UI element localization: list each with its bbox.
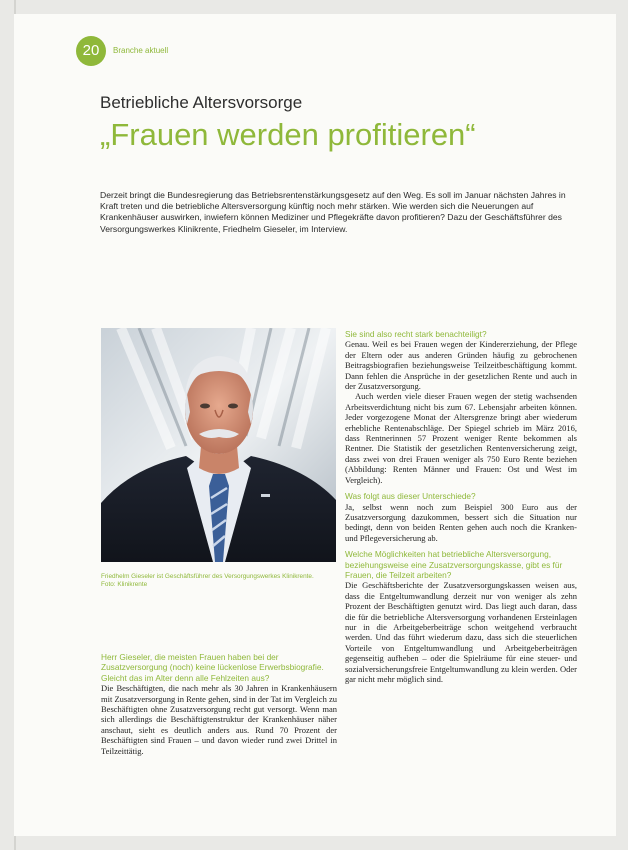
interview-question: Welche Möglichkeiten hat betriebliche Altersversorgung, beziehungsweise eine Zusatzversorgungskasse, gibt es für Frauen, die Teilzeit arbeiten?	[345, 549, 563, 580]
interview-question: Was folgt aus dieser Unterschiede?	[345, 491, 476, 502]
photo-caption	[101, 573, 336, 589]
interview-block	[345, 329, 577, 485]
interview-column-left	[101, 652, 337, 762]
caption-text: Friedhelm Gieseler ist Geschäftsführer des Versorgungswerkes Klinikrente.	[101, 573, 314, 580]
interview-block	[345, 549, 577, 684]
interview-question: Sie sind also recht stark benachteiligt?	[345, 329, 487, 339]
interview-answer: Die Geschäftsberichte der Zusatzversorgungskassen weisen aus, dass die Entgeltumwandlung derzeit nur von weniger als zehn Prozent der Beschäftigten genutzt wird. Das liegt auch daran, dass die für die betriebliche Altersversorgung vorhandenen Ersteinlagen nur in die Arbeitgeberbeiträge schon weitgehend verbraucht werden. Und das führt wiederum dazu, dass sich die steuerlichen Vorteile von Entgeltumwandlung und Arbeitgeberbeiträgen gegenseitig aufheben – oder die Spielräume für eine steuer- und sozialversicherungsfreie Entgeltumwandlung zu klein werden. Oder gar nicht mehr möglich sind.	[345, 580, 577, 684]
interview-block	[101, 652, 337, 756]
interview-column-right	[345, 329, 577, 690]
portrait-illustration	[101, 328, 336, 562]
section-running-head: Branche aktuell	[113, 46, 169, 55]
interview-block	[345, 491, 577, 543]
interview-answer-continued: Auch werden viele dieser Frauen wegen der stetig wachsenden Arbeitsverdichtung nicht bis zum 67. Lebensjahr arbeiten können. Jeder vorgezogene Monat der Altersgrenze bringt aber wiederum erhebliche Rentenabschläge. Der Spiegel schrieb im März 2016, dass Rentnerinnen 57 Prozent weniger Rente bekommen als Rentner. Die Statistik der gesetzlichen Rentenversicherung zeigt, dass zwei von drei Frauen weniger als 750 Euro Rente beziehen (Abbildung: Renten Männer und Frauen: Ost und West im Vergleich).	[345, 391, 577, 485]
caption-credit: Foto: Klinikrente	[101, 581, 148, 588]
intro-text: Derzeit bringt die Bundesregierung das Betriebsrentenstärkungsgesetz auf den Weg. Es soll im Januar nächsten Jahres in Kraft treten und die betriebliche Altersversorgung künftig noch mehr stärken. Wie werden sich die Neuerungen auf Krankenhäuser auswirken, inwiefern können Mediziner und Pflegekräfte davon profitieren? Dazu der Geschäftsführer des Versorgungswerkes Klinikrente, Friedhelm Gieseler, im Interview.	[100, 190, 566, 234]
interview-answer: Ja, selbst wenn noch zum Beispiel 300 Euro aus der Zusatzversorgung dazukommen, bessert sich die Situation nur bedingt, denn von beiden Renten gehen auch noch die Kranken- und Pflegeversicherung ab.	[345, 501, 577, 543]
article-headline: „Frauen werden profitieren“	[100, 117, 476, 152]
interview-answer: Die Beschäftigten, die nach mehr als 30 Jahren in Krankenhäusern mit Zusatzversorgung in Rente gehen, sind in der Tat im Vergleich zu Beschäftigten ohne Zusatzversorgung recht gut versorgt. Wenn man sich allerdings die Beschäftigtenstruktur der Krankenhäuser näher anschaut, sieht es deutlich anders aus. Rund 70 Prozent der Beschäftigten sind Frauen – und davon wieder rund zwei Drittel in Teilzeittätig.	[101, 683, 337, 756]
page-number-badge: 20	[76, 36, 106, 66]
portrait-photo	[101, 328, 336, 562]
interview-question: Herr Gieseler, die meisten Frauen haben bei der Zusatzversorgung (noch) keine lückenlose Erwerbsbiografie. Gleicht das im Alter denn alle Fehlzeiten aus?	[101, 652, 324, 683]
article-kicker: Betriebliche Altersvorsorge	[100, 93, 303, 112]
article-intro	[100, 190, 570, 235]
interview-answer: Genau. Weil es bei Frauen wegen der Kindererziehung, der Pflege der Eltern oder aus anderen Gründen häufig zu gebrochenen Beitragsbiografien beziehungsweise Teilzeitbeschäftigung kommt. Dann fehlen die Ansprüche in der gesetzlichen Rente und auch in der Zusatzversorgung.	[345, 339, 577, 392]
